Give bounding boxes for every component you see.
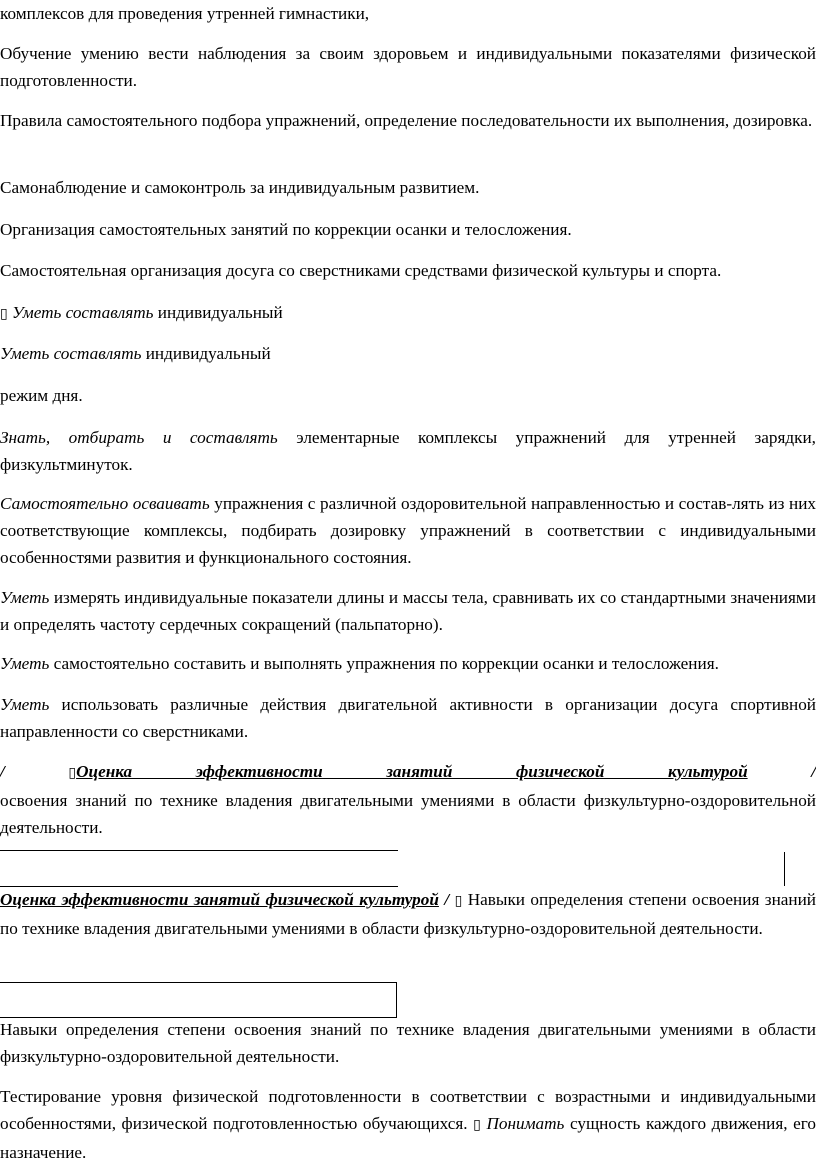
paragraph-14 xyxy=(0,691,816,745)
p16-rest: Навыки определения степени освоения знаний по технике владения двигательными умениями в области физкультурно-оздоровительной деятельности. xyxy=(0,890,816,938)
p8-rest: индивидуальный xyxy=(141,344,271,363)
p7-rest: индивидуальный xyxy=(153,303,283,322)
paragraph-13 xyxy=(0,650,816,677)
missing-glyph-icon: ▯ xyxy=(0,306,8,322)
missing-glyph-icon: ▯ xyxy=(454,893,463,909)
p13-italic: Уметь xyxy=(0,654,50,673)
paragraph-18 xyxy=(0,1083,816,1166)
p11-italic: Самостоятельно осваивать xyxy=(0,494,210,513)
missing-glyph-icon: ▯ xyxy=(473,1117,481,1133)
paragraph-2: Обучение умению вести наблюдения за своим здоровьем и индивидуальными показателями физической подготовленности. xyxy=(0,44,816,90)
p18-text: Тестирование уровня физической подготовленности в соответствии с возрастными и индивидуальными особенностями, физической подготовленностью обучающихся. xyxy=(0,1087,816,1133)
p12-rest: измерять индивидуальные показатели длины и массы тела, сравнивать их со стандартными значениями и определять частоту сердечных сокращений (пальпаторно). xyxy=(0,588,816,634)
paragraph-17: Навыки определения степени освоения знаний по технике владения двигательными умениями в области физкультурно-оздоровительной деятельности. xyxy=(0,1020,816,1066)
p11-rest: упражнения с различной оздоровительной направленностью и состав-лять из них соответствующие комплексы, подбирать дозировку упражнений в соответствии с индивидуальными особенностями развития и функционального состояния. xyxy=(0,494,816,567)
paragraph-6: Самостоятельная организация досуга со сверстниками средствами физической культуры и спорта. xyxy=(0,261,722,280)
empty-frame xyxy=(0,982,397,1018)
p8-italic: Уметь составлять xyxy=(0,344,142,363)
form-line xyxy=(0,850,398,851)
p10-italic: Знать, отбирать и составлять xyxy=(0,428,278,447)
p18-end: сущность каждого движения, его назначение. xyxy=(0,1114,816,1162)
missing-glyph-icon: ▯ xyxy=(68,765,77,781)
p15-suffix: / xyxy=(747,762,816,781)
p15-rest: освоения знаний по технике владения двигательными умениями в области физкультурно-оздоровительной деятельности. xyxy=(0,791,816,837)
paragraph-16 xyxy=(0,886,816,942)
paragraph-9: режим дня. xyxy=(0,386,83,405)
p16-bold-heading: Оценка эффективности занятий физической культурой xyxy=(0,890,439,909)
p14-rest: использовать различные действия двигательной активности в организации досуга спортивной направленности со сверстниками. xyxy=(0,695,816,741)
paragraph-7 xyxy=(0,299,816,328)
p15-heading-line xyxy=(0,758,816,787)
paragraph-10 xyxy=(0,424,816,478)
paragraph-11 xyxy=(0,490,816,571)
p12-italic: Уметь xyxy=(0,588,50,607)
paragraph-1: комплексов для проведения утренней гимнастики, xyxy=(0,4,370,23)
paragraph-3: Правила самостоятельного подбора упражнений, определение последовательности их выполнения, дозировка. xyxy=(0,111,813,130)
p15-bold-heading: Оценка эффективности занятий физической культурой xyxy=(76,762,748,781)
paragraph-15 xyxy=(0,758,816,841)
paragraph-4: Самонаблюдение и самоконтроль за индивидуальным развитием. xyxy=(0,178,480,197)
p7-italic: Уметь составлять xyxy=(12,303,154,322)
paragraph-5: Организация самостоятельных занятий по коррекции осанки и телосложения. xyxy=(0,220,572,239)
p18-italic: Понимать xyxy=(486,1114,565,1133)
p16-sep: / xyxy=(438,890,455,909)
form-line-vertical xyxy=(784,852,785,886)
paragraph-12 xyxy=(0,584,816,638)
paragraph-8 xyxy=(0,340,816,367)
p14-italic: Уметь xyxy=(0,695,50,714)
p15-prefix: / xyxy=(0,762,69,781)
p10-rest: элементарные комплексы упражнений для утренней зарядки, физкультминуток. xyxy=(0,428,816,474)
p13-rest: самостоятельно составить и выполнять упражнения по коррекции осанки и телосложения. xyxy=(49,654,719,673)
